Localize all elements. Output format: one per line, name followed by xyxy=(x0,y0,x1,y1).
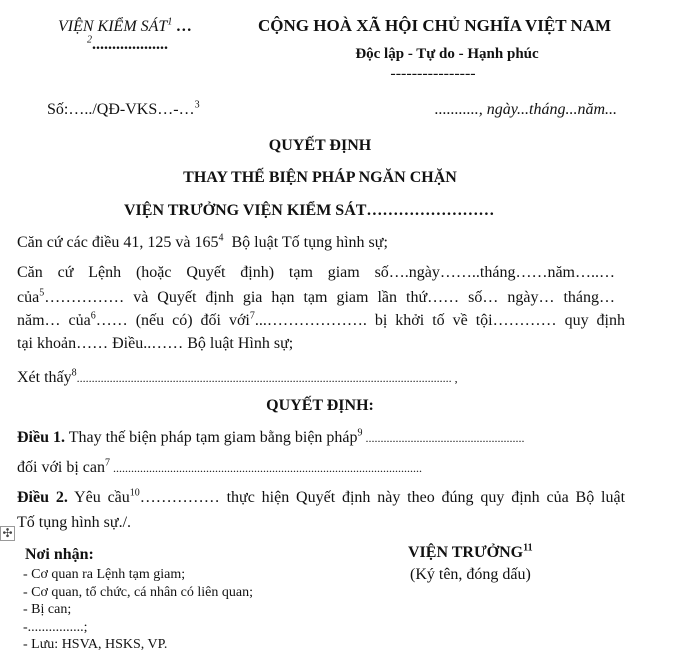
recipients-list xyxy=(23,566,253,654)
basis-2-line4: tại khoản…… Điều..…… Bộ luật Hình sự; xyxy=(17,335,294,352)
basis-1: Căn cứ các điều 41, 125 và $165^4$ Bộ luật Tố tụng hình sự; xyxy=(17,232,388,251)
article-2: Điều 2. Yêu cầu$^{10}$…………… thực hiện Quyết định này theo đúng quy định của Bộ luật xyxy=(17,487,626,506)
agency-name: VIỆN KIỂM SÁT$^1$ … xyxy=(58,16,193,35)
basis-2-line2: của$^5$…………… và Quyết định gia hạn tạm giam lần thứ…… số… ngày… tháng… xyxy=(17,287,615,306)
agency-sub: $^2$................... xyxy=(87,34,168,53)
subtitle: THAY THẾ BIỆN PHÁP NGĂN CHẶN xyxy=(183,169,457,186)
list-item: - Cơ quan, tổ chức, cá nhân có liên quan; xyxy=(23,584,253,600)
title: QUYẾT ĐỊNH xyxy=(268,137,372,154)
list-item: - Lưu: HSVA, HSKS, VP. xyxy=(23,637,168,652)
basis-2-line3: năm… của$^6$…… (nếu có) đối với$^7$...………………. bị khởi tố về tội………… quy định xyxy=(17,310,626,329)
motto: Độc lập - Tự do - Hạnh phúc xyxy=(355,46,539,62)
list-item: - Bị can; xyxy=(23,602,72,617)
recipients-title: Nơi nhận: xyxy=(25,546,94,563)
article-1: Điều 1. Thay thế biện pháp tạm giam bằng biện pháp$^9$ ..................................................... xyxy=(17,427,525,446)
move-icon[interactable]: ✣ xyxy=(0,526,15,541)
signer-title: VIỆN TRƯỞNG$^{11}$ xyxy=(408,542,533,561)
doc-date: ..........., ngày...tháng...năm... xyxy=(434,101,617,118)
sign-hint: (Ký tên, đóng dấu) xyxy=(410,566,531,583)
list-item: -................; xyxy=(23,619,88,635)
basis-2-line1: Căn cứ Lệnh (hoặc Quyết định) tạm giam số….ngày……..tháng……năm…..… xyxy=(17,264,615,281)
article-1-line2: đối với bị can$^7$ ....................................................................................................... xyxy=(17,457,422,476)
doc-number: Số:…../QĐ-VKS…-…$^3$ xyxy=(47,99,200,118)
issuer: VIỆN TRƯỞNG VIỆN KIỂM SÁT…………………… xyxy=(124,202,495,219)
divider: ---------------- xyxy=(390,65,476,82)
country-name: CỘNG HOÀ XÃ HỘI CHỦ NGHĨA VIỆT NAM xyxy=(258,16,612,35)
decide-heading: QUYẾT ĐỊNH: xyxy=(266,397,374,414)
list-item: - Cơ quan ra Lệnh tạm giam; xyxy=(23,567,186,582)
consideration: Xét thấy$^8$............................................................................................................................. , xyxy=(17,367,458,386)
article-2-line2: Tố tụng hình sự./. xyxy=(17,514,132,531)
